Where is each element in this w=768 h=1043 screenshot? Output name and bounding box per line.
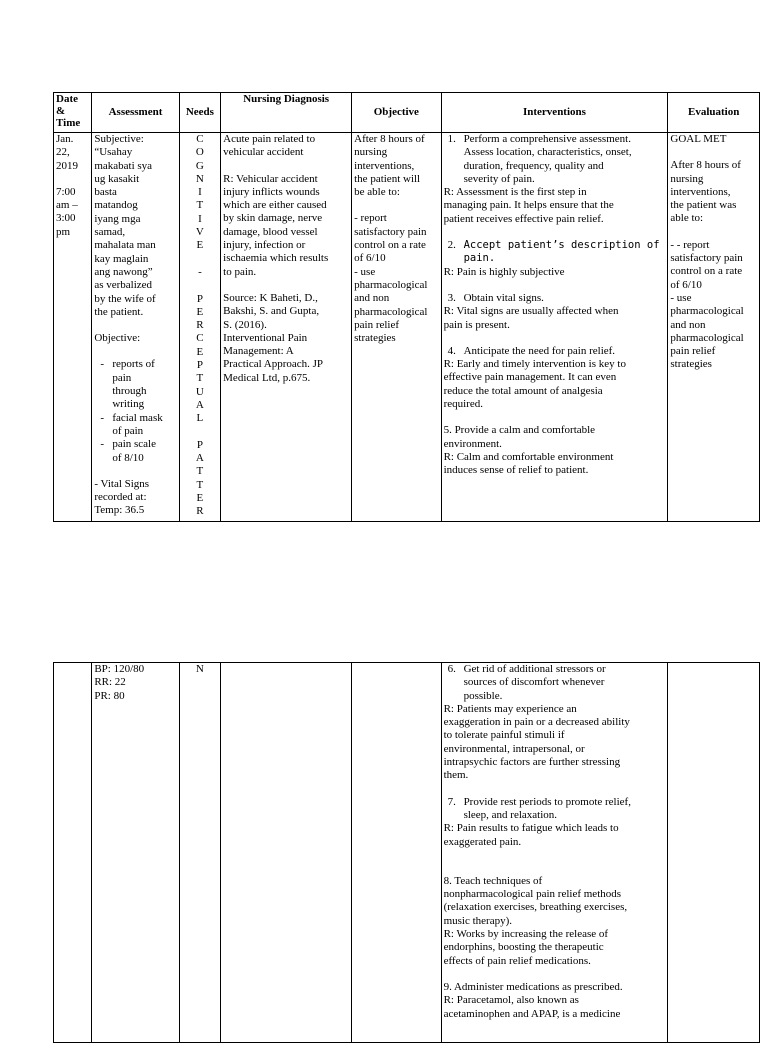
- objective-cell: [352, 133, 441, 522]
- diagnosis-rationale: R: Vehicular accident injury inflicts wounds which are either caused by skin damage, nerve damage, blood vessel injury, infection or ischaemia which results to pain.: [223, 172, 329, 278]
- date-text: Jan. 22, 2019: [56, 133, 78, 172]
- intervention-item: [444, 133, 666, 186]
- intervention-action: 5. Provide a calm and comfortable environment.: [443, 424, 596, 450]
- needs-letter: L: [196, 412, 204, 425]
- interventions-list: [444, 796, 666, 823]
- care-plan-table: [53, 92, 760, 522]
- header-date-time: [54, 93, 92, 133]
- subjective-label: Subjective:: [94, 133, 144, 145]
- header-assessment: [92, 93, 179, 133]
- needs-letter: A: [195, 452, 204, 465]
- assessment-cell: [92, 663, 179, 1043]
- header-interventions: [441, 93, 668, 133]
- needs-cell: [179, 663, 221, 1043]
- needs-letter: I: [198, 186, 202, 199]
- nursing-diagnosis-cell: [221, 663, 352, 1043]
- intervention-rationale: R: Vital signs are usually affected when pain is present.: [443, 305, 619, 331]
- interventions-list: [444, 663, 666, 703]
- intervention-action: Accept patient’s description of pain.: [463, 239, 660, 265]
- vital-signs-text: BP: 120/80 RR: 22 PR: 80: [94, 663, 145, 702]
- subjective-text: “Usahay makabati sya ug kasakit basta matandog iyang mga samad, mahalata man kay maglain ang nawong” as verbalized by the wife of the patient.: [94, 146, 156, 318]
- header-assessment-label: Assessment: [108, 105, 163, 118]
- objective-goals: - report satisfactory pain control on a rate of 6/10 - use pharmacological and non pharmacological pain relief strategies: [354, 212, 428, 345]
- care-plan-table-continued: [53, 662, 760, 1043]
- intervention-item: [444, 663, 666, 703]
- intervention-number: 1.: [447, 133, 456, 145]
- header-evaluation-label: Evaluation: [688, 105, 740, 118]
- needs-letter: N: [195, 663, 204, 675]
- needs-letter: E: [196, 239, 204, 252]
- evaluation-cell: [668, 133, 760, 522]
- intervention-rationale: R: Early and timely intervention is key to effective pain management. It can even reduce the total amount of analgesia required.: [443, 358, 626, 411]
- intervention-rationale: R: Patients may experience an exaggeration in pain or a decreased ability to tolerate painful stimuli if environmental, intrapersonal, or intrapsychic factors are further stressing them.: [443, 702, 630, 782]
- intervention-number: 2.: [447, 239, 456, 252]
- header-row: [54, 93, 760, 133]
- table-row: [54, 663, 760, 1043]
- objective-findings-list: [94, 358, 176, 464]
- needs-letter: -: [198, 265, 202, 278]
- intervention-action: Provide rest periods to promote relief, sleep, and relaxation.: [463, 795, 631, 821]
- needs-letter: E: [196, 345, 204, 358]
- needs-letter: V: [195, 226, 204, 239]
- intervention-action: Get rid of additional stressors or sources of discomfort whenever possible.: [463, 663, 606, 702]
- list-item: [94, 412, 176, 439]
- intervention-action: Perform a comprehensive assessment. Assess location, characteristics, onset, duration, frequency, quality and severity of pain.: [463, 133, 632, 185]
- date-time-cell: [54, 663, 92, 1043]
- intervention-rationale: R: Calm and comfortable environment induces sense of relief to patient.: [443, 450, 614, 477]
- diagnosis-source: Source: K Baheti, D., Bakshi, S. and Gupta, S. (2016). Interventional Pain Management: A Practical Approach. JP Medical Ltd, p.675.: [223, 291, 324, 384]
- intervention-number: 3.: [447, 291, 456, 304]
- interventions-cell: [441, 133, 668, 522]
- intervention-number: 4.: [447, 344, 456, 357]
- evaluation-cell: [668, 663, 760, 1043]
- header-needs-label: Needs: [185, 105, 214, 118]
- time-text: 7:00 am – 3:00 pm: [56, 185, 78, 238]
- intervention-action: 8. Teach techniques of nonpharmacological pain relief methods (relaxation exercises, breathing exercises, music therapy).: [443, 874, 628, 927]
- list-item: [94, 358, 176, 411]
- needs-letters: [182, 133, 219, 519]
- table-row: [54, 133, 760, 522]
- intervention-item: [444, 796, 666, 823]
- intervention-rationale: R: Works by increasing the release of endorphins, boosting the therapeutic effects of pain relief medications.: [443, 928, 609, 967]
- date-time-cell: [54, 133, 92, 522]
- intervention-rationale: R: Assessment is the first step in managing pain. It helps ensure that the patient receives effective pain relief.: [443, 186, 614, 225]
- needs-letter: E: [196, 492, 204, 505]
- needs-letter: [182, 279, 219, 292]
- header-needs: [179, 93, 221, 133]
- interventions-list: [444, 133, 666, 186]
- objective-finding-text: - facial mask of pain: [112, 411, 163, 437]
- intervention-number: 6.: [447, 663, 456, 675]
- needs-letter: O: [195, 146, 204, 159]
- intervention-action: Anticipate the need for pain relief.: [463, 344, 616, 357]
- needs-letter: C: [196, 332, 204, 345]
- needs-letter: T: [196, 199, 204, 212]
- intervention-rationale: R: Pain results to fatigue which leads to exaggerated pain.: [443, 822, 619, 848]
- needs-letter: N: [195, 172, 204, 185]
- header-evaluation: [668, 93, 760, 133]
- assessment-cell: [92, 133, 179, 522]
- intervention-number: 7.: [447, 795, 456, 808]
- needs-letter: I: [198, 212, 202, 225]
- needs-letter: P: [196, 292, 203, 305]
- needs-letter: G: [195, 159, 204, 172]
- needs-letter: A: [195, 398, 204, 411]
- diagnosis-statement: Acute pain related to vehicular accident: [223, 133, 316, 159]
- intervention-action: 9. Administer medications as prescribed.: [443, 980, 623, 993]
- objective-finding-text: - pain scale of 8/10: [112, 438, 157, 464]
- evaluation-goals: - - report satisfactory pain control on a rate of 6/10 - use pharmacological and non pharmacological pain relief strategies: [670, 238, 744, 371]
- needs-letter: U: [195, 385, 204, 398]
- needs-letter: T: [196, 465, 204, 478]
- intervention-item: [444, 292, 666, 305]
- objective-finding-text: - reports of pain through writing: [112, 358, 155, 411]
- intervention-item: [444, 239, 666, 266]
- header-objective: [352, 93, 441, 133]
- intervention-rationale: R: Pain is highly subjective: [443, 265, 565, 278]
- needs-letter: P: [196, 438, 203, 451]
- needs-letter: T: [196, 372, 204, 385]
- vital-signs-text: - Vital Signs recorded at: Temp: 36.5: [94, 477, 150, 517]
- objective-intro: After 8 hours of nursing interventions, the patient will be able to:: [354, 133, 425, 199]
- needs-letter: E: [196, 305, 204, 318]
- interventions-list: [444, 345, 666, 358]
- header-objective-label: Objective: [373, 105, 419, 118]
- needs-letter: C: [196, 133, 204, 145]
- intervention-item: [444, 345, 666, 358]
- needs-letter: P: [196, 359, 203, 372]
- objective-label: Objective:: [94, 332, 141, 345]
- interventions-list: [444, 239, 666, 266]
- needs-letter: R: [196, 505, 204, 518]
- header-nursing-diagnosis: [221, 93, 352, 133]
- needs-cell: [179, 133, 221, 522]
- list-item: [94, 438, 176, 465]
- needs-letter: R: [196, 319, 204, 332]
- needs-letter: [182, 253, 219, 266]
- header-date-time-label: Date & Time: [56, 93, 81, 129]
- intervention-action: Obtain vital signs.: [463, 291, 544, 304]
- objective-cell: [352, 663, 441, 1043]
- evaluation-status: GOAL MET: [670, 133, 727, 145]
- intervention-rationale: R: Paracetamol, also known as acetaminophen and APAP, is a medicine: [443, 994, 621, 1020]
- header-interventions-label: Interventions: [522, 105, 586, 118]
- nursing-diagnosis-cell: [221, 133, 352, 522]
- header-nursing-diagnosis-label: Nursing Diagnosis: [243, 93, 330, 105]
- needs-letter: T: [196, 478, 204, 491]
- interventions-list: [444, 292, 666, 305]
- needs-letter: [182, 426, 219, 439]
- evaluation-text: After 8 hours of nursing interventions, the patient was able to:: [670, 159, 741, 225]
- interventions-cell: [441, 663, 668, 1043]
